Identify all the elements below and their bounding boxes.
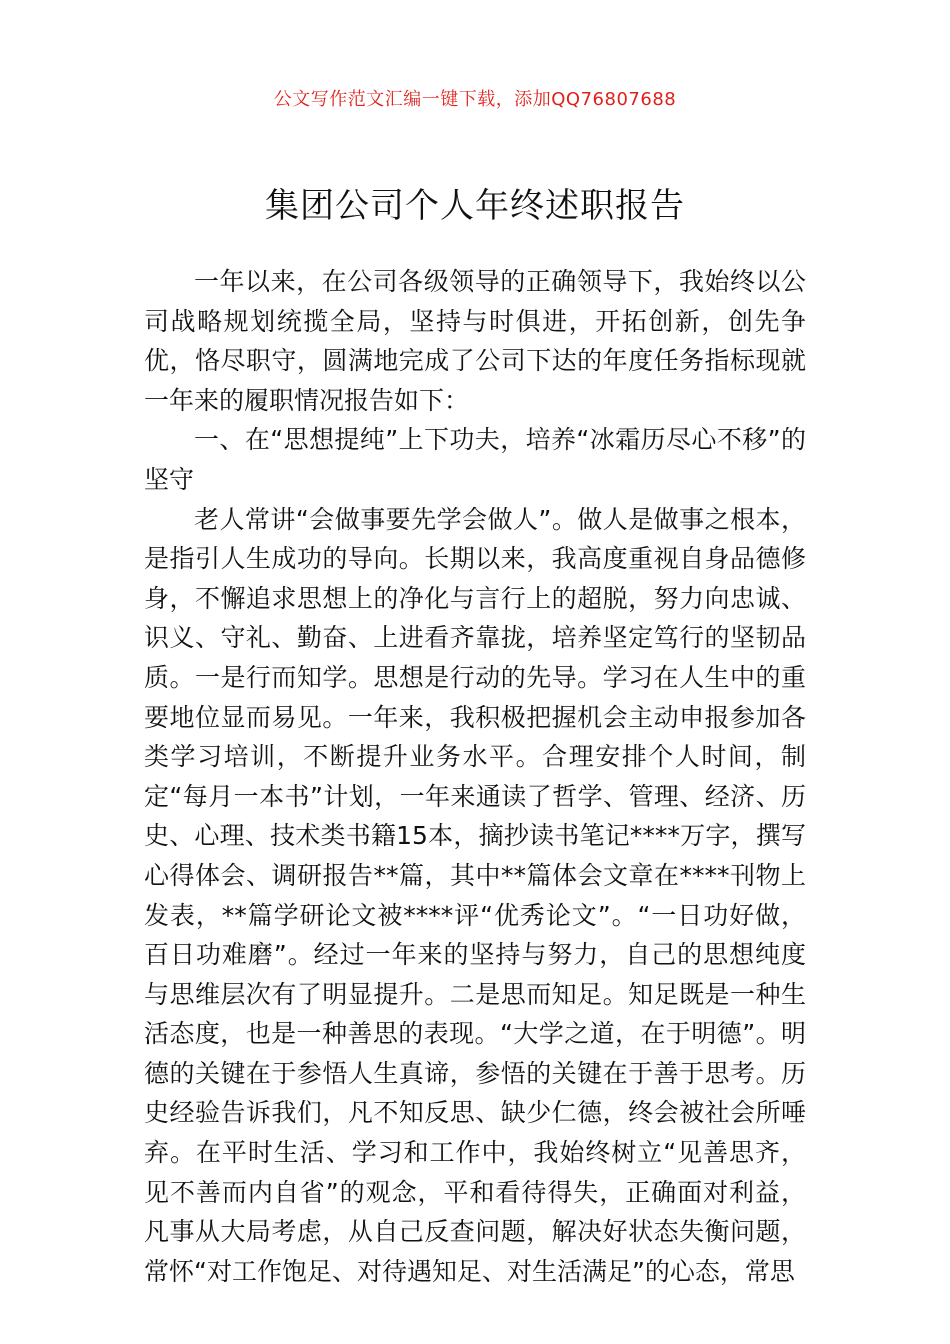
section-heading: 一、在“思想提纯”上下功夫，培养“冰霜历尽心不移”的坚守: [144, 425, 806, 494]
document-title: 集团公司个人年终述职报告: [265, 186, 685, 226]
document-body: [144, 262, 806, 1291]
body-paragraph: 老人常讲“会做事要先学会做人”。做人是做事之根本，是指引人生成功的导向。长期以来，我高度重视自身品德修身，不懈追求思想上的净化与言行上的超脱，努力向忠诚、识义、守礼、勤奋、上进看齐靠拢，培养坚定笃行的坚韧品质。一是行而知学。思想是行动的先导。学习在人生中的重要地位显而易见。一年来，我积极把握机会主动申报参加各类学习培训，不断提升业务水平。合理安排个人时间，制定“每月一本书”计划，一年来通读了哲学、管理、经济、历史、心理、技术类书籍15本，摘抄读书笔记****万字，撰写心得体会、调研报告**篇，其中**篇体会文章在****刊物上发表，**篇学研论文被****评“优秀论文”。“一日功好做，百日功难磨”。经过一年来的坚持与努力，自己的思想纯度与思维层次有了明显提升。二是思而知足。知足既是一种生活态度，也是一种善思的表现。“大学之道，在于明德”。明德的关键在于参悟人生真谛，参悟的关键在于善于思考。历史经验告诉我们，凡不知反思、缺少仁德，终会被社会所唾弃。在平时生活、学习和工作中，我始终树立“见善思齐，见不善而内自省”的观念，平和看待得失，正确面对利益，凡事从大局考虑，从自己反查问题，解决好状态失衡问题，常怀“对工作饱足、对待遇知足、对生活满足”的心态，常思: [144, 504, 806, 1286]
intro-paragraph: 一年以来，在公司各级领导的正确领导下，我始终以公司战略规划统揽全局，坚持与时俱进，开拓创新，创先争优，恪尽职守，圆满地完成了公司下达的年度任务指标现就一年来的履职情况报告如下：: [144, 267, 806, 415]
download-banner: 公文写作范文汇编一键下载，添加QQ76807688: [273, 89, 677, 110]
